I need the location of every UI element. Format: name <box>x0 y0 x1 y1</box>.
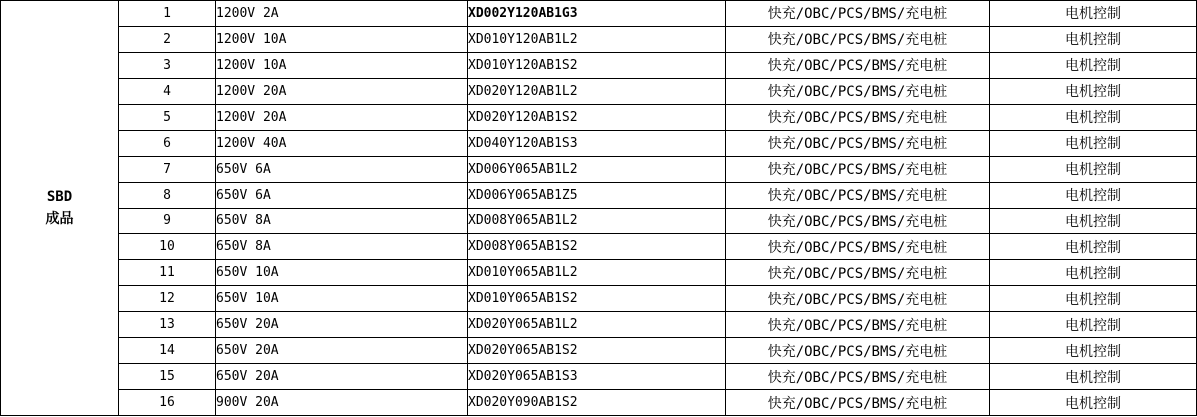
application-cell: 快充/OBC/PCS/BMS/充电桩 <box>726 338 990 364</box>
application-cell: 快充/OBC/PCS/BMS/充电桩 <box>726 78 990 104</box>
spec-cell: 650V 20A <box>216 338 468 364</box>
row-number-cell: 2 <box>119 26 216 52</box>
table-row <box>1 286 1197 312</box>
table-row <box>1 312 1197 338</box>
application-cell: 快充/OBC/PCS/BMS/充电桩 <box>726 312 990 338</box>
spec-cell: 650V 10A <box>216 286 468 312</box>
spec-cell: 650V 10A <box>216 260 468 286</box>
spec-cell: 650V 20A <box>216 312 468 338</box>
application-cell: 快充/OBC/PCS/BMS/充电桩 <box>726 104 990 130</box>
row-number-cell: 4 <box>119 78 216 104</box>
table-row <box>1 260 1197 286</box>
application-cell: 快充/OBC/PCS/BMS/充电桩 <box>726 390 990 416</box>
application-cell: 快充/OBC/PCS/BMS/充电桩 <box>726 182 990 208</box>
table-row <box>1 182 1197 208</box>
row-number-cell: 5 <box>119 104 216 130</box>
spec-cell: 1200V 10A <box>216 52 468 78</box>
part-number-cell: XD010Y120AB1S2 <box>468 52 726 78</box>
usage-cell: 电机控制 <box>990 1 1197 27</box>
table-row <box>1 104 1197 130</box>
usage-cell: 电机控制 <box>990 364 1197 390</box>
part-number-cell: XD010Y065AB1L2 <box>468 260 726 286</box>
usage-cell: 电机控制 <box>990 260 1197 286</box>
usage-cell: 电机控制 <box>990 286 1197 312</box>
row-number-cell: 3 <box>119 52 216 78</box>
row-number-cell: 7 <box>119 156 216 182</box>
application-cell: 快充/OBC/PCS/BMS/充电桩 <box>726 26 990 52</box>
row-number-cell: 10 <box>119 234 216 260</box>
part-number-cell: XD020Y120AB1S2 <box>468 104 726 130</box>
application-cell: 快充/OBC/PCS/BMS/充电桩 <box>726 364 990 390</box>
group-cell-sbd <box>1 1 119 416</box>
part-number-cell: XD020Y120AB1L2 <box>468 78 726 104</box>
spec-cell: 650V 8A <box>216 208 468 234</box>
application-cell: 快充/OBC/PCS/BMS/充电桩 <box>726 260 990 286</box>
row-number-cell: 8 <box>119 182 216 208</box>
part-number-cell: XD020Y065AB1S2 <box>468 338 726 364</box>
usage-cell: 电机控制 <box>990 390 1197 416</box>
row-number-cell: 15 <box>119 364 216 390</box>
part-number-cell: XD040Y120AB1S3 <box>468 130 726 156</box>
part-number-cell: XD002Y120AB1G3 <box>468 1 726 27</box>
usage-cell: 电机控制 <box>990 52 1197 78</box>
usage-cell: 电机控制 <box>990 130 1197 156</box>
row-number-cell: 1 <box>119 1 216 27</box>
row-number-cell: 14 <box>119 338 216 364</box>
table-row <box>1 52 1197 78</box>
spec-cell: 1200V 20A <box>216 104 468 130</box>
spec-cell: 1200V 2A <box>216 1 468 27</box>
table-row <box>1 26 1197 52</box>
usage-cell: 电机控制 <box>990 312 1197 338</box>
table-row <box>1 208 1197 234</box>
usage-cell: 电机控制 <box>990 208 1197 234</box>
usage-cell: 电机控制 <box>990 78 1197 104</box>
group-label-line2: 成品 <box>45 211 74 227</box>
spec-cell: 650V 6A <box>216 182 468 208</box>
application-cell: 快充/OBC/PCS/BMS/充电桩 <box>726 52 990 78</box>
table-row <box>1 1 1197 27</box>
application-cell: 快充/OBC/PCS/BMS/充电桩 <box>726 156 990 182</box>
part-number-cell: XD020Y090AB1S2 <box>468 390 726 416</box>
usage-cell: 电机控制 <box>990 338 1197 364</box>
row-number-cell: 16 <box>119 390 216 416</box>
part-number-cell: XD010Y065AB1S2 <box>468 286 726 312</box>
part-number-cell: XD006Y065AB1Z5 <box>468 182 726 208</box>
row-number-cell: 11 <box>119 260 216 286</box>
usage-cell: 电机控制 <box>990 104 1197 130</box>
table-row <box>1 234 1197 260</box>
product-table-body <box>1 1 1197 416</box>
usage-cell: 电机控制 <box>990 182 1197 208</box>
part-number-cell: XD006Y065AB1L2 <box>468 156 726 182</box>
usage-cell: 电机控制 <box>990 234 1197 260</box>
application-cell: 快充/OBC/PCS/BMS/充电桩 <box>726 286 990 312</box>
part-number-cell: XD008Y065AB1L2 <box>468 208 726 234</box>
table-row <box>1 130 1197 156</box>
group-label-line1: SBD <box>46 189 73 205</box>
usage-cell: 电机控制 <box>990 156 1197 182</box>
spec-cell: 650V 20A <box>216 364 468 390</box>
row-number-cell: 13 <box>119 312 216 338</box>
application-cell: 快充/OBC/PCS/BMS/充电桩 <box>726 130 990 156</box>
table-row <box>1 364 1197 390</box>
table-row <box>1 78 1197 104</box>
part-number-cell: XD020Y065AB1S3 <box>468 364 726 390</box>
table-row <box>1 390 1197 416</box>
spec-cell: 1200V 10A <box>216 26 468 52</box>
usage-cell: 电机控制 <box>990 26 1197 52</box>
part-number-cell: XD020Y065AB1L2 <box>468 312 726 338</box>
spec-cell: 1200V 40A <box>216 130 468 156</box>
spec-cell: 650V 8A <box>216 234 468 260</box>
row-number-cell: 9 <box>119 208 216 234</box>
spec-cell: 900V 20A <box>216 390 468 416</box>
part-number-cell: XD008Y065AB1S2 <box>468 234 726 260</box>
table-row <box>1 156 1197 182</box>
row-number-cell: 12 <box>119 286 216 312</box>
part-number-cell: XD010Y120AB1L2 <box>468 26 726 52</box>
spec-cell: 1200V 20A <box>216 78 468 104</box>
application-cell: 快充/OBC/PCS/BMS/充电桩 <box>726 208 990 234</box>
row-number-cell: 6 <box>119 130 216 156</box>
application-cell: 快充/OBC/PCS/BMS/充电桩 <box>726 1 990 27</box>
application-cell: 快充/OBC/PCS/BMS/充电桩 <box>726 234 990 260</box>
spec-cell: 650V 6A <box>216 156 468 182</box>
table-row <box>1 338 1197 364</box>
